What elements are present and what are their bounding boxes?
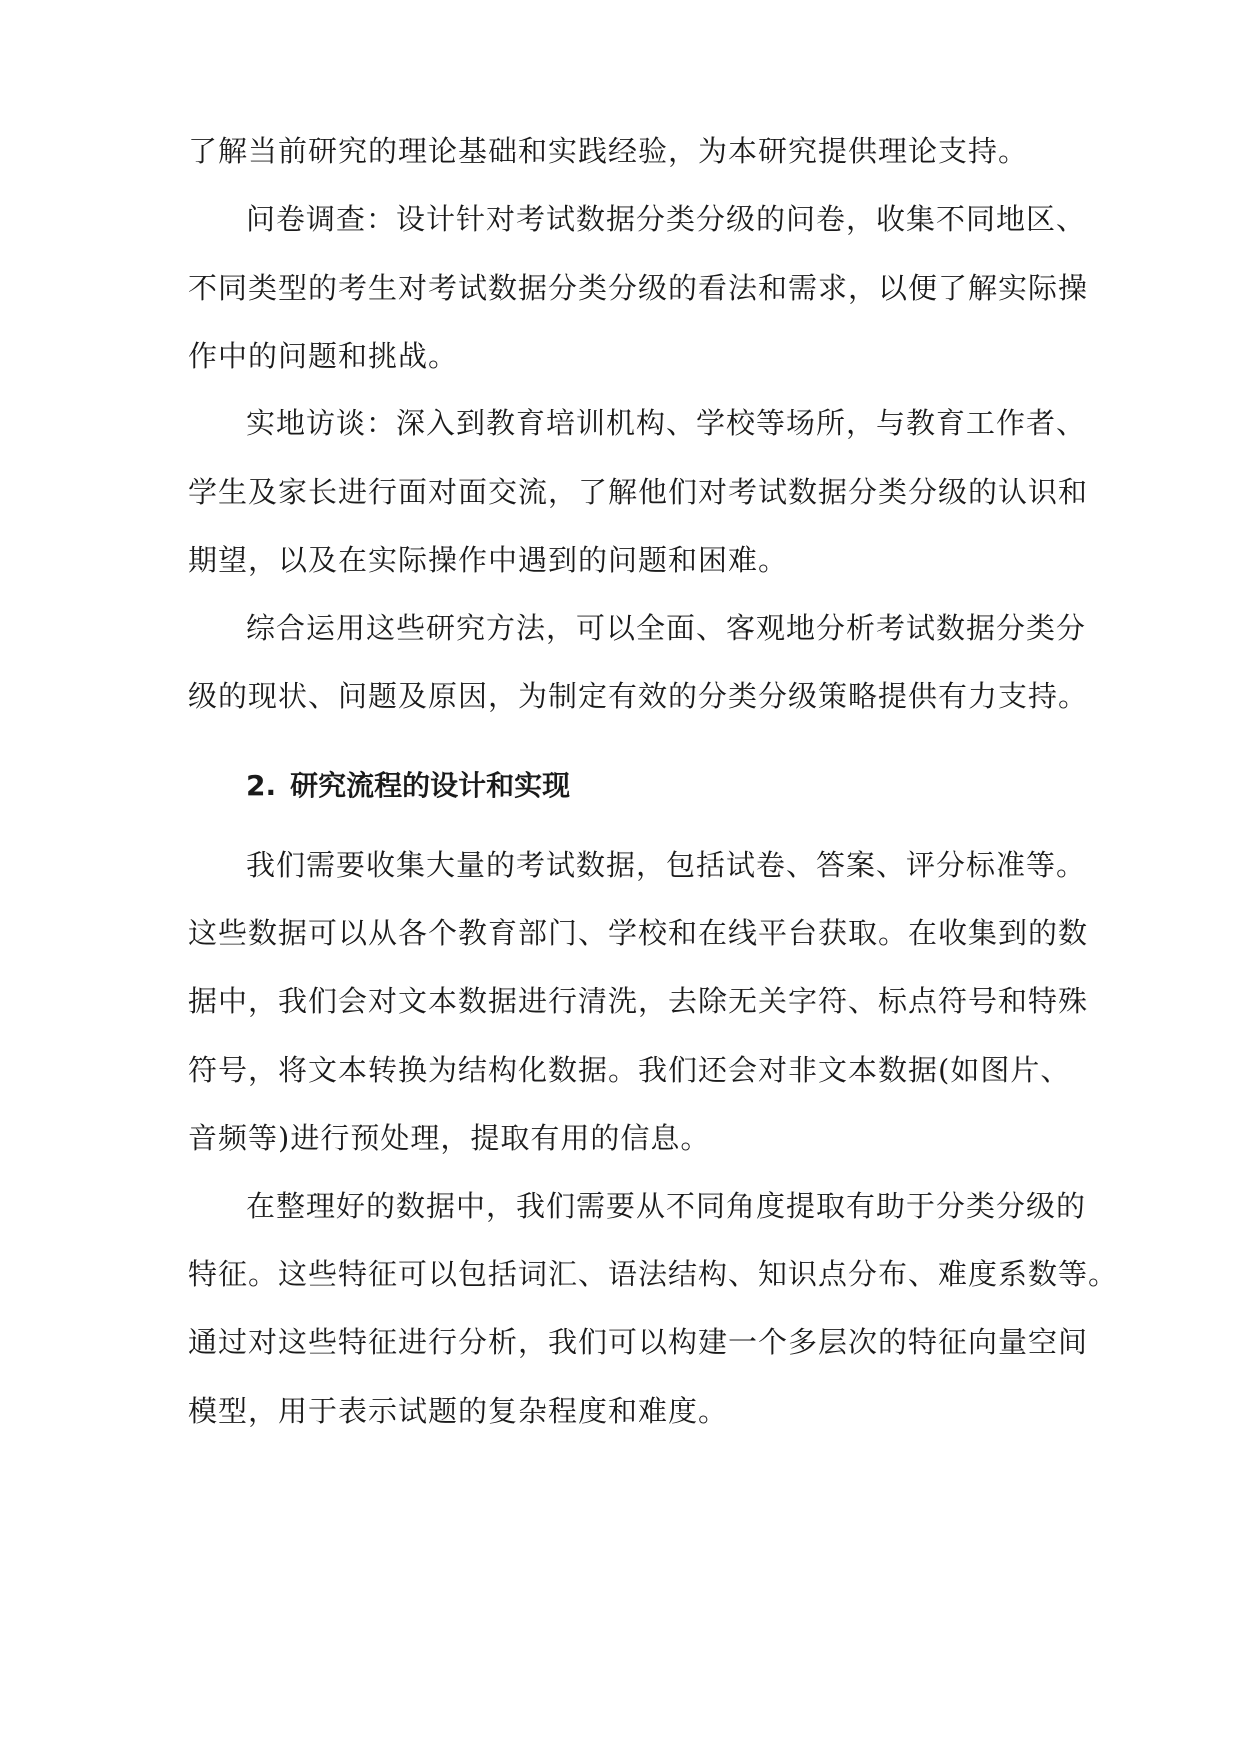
text-line: 特征。这些特征可以包括词汇、语法结构、知识点分布、难度系数等。 — [188, 1257, 1119, 1291]
section-heading — [246, 766, 570, 806]
text-line: 综合运用这些研究方法，可以全面、客观地分析考试数据分类分 — [246, 611, 1087, 645]
text-line: 级的现状、问题及原因，为制定有效的分类分级策略提供有力支持。 — [188, 679, 1089, 713]
text-line: 这些数据可以从各个教育部门、学校和在线平台获取。在收集到的数 — [188, 916, 1089, 950]
text-line: 符号，将文本转换为结构化数据。我们还会对非文本数据(如图片、 — [188, 1053, 1071, 1087]
text-line: 实地访谈：深入到教育培训机构、学校等场所，与教育工作者、 — [246, 406, 1087, 440]
section-number: 2. — [246, 769, 277, 802]
text-line: 了解当前研究的理论基础和实践经验，为本研究提供理论支持。 — [188, 134, 1029, 168]
text-line: 作中的问题和挑战。 — [188, 339, 459, 373]
text-line: 音频等)进行预处理，提取有用的信息。 — [188, 1121, 711, 1155]
section-title: 研究流程的设计和实现 — [290, 769, 571, 802]
text-line: 我们需要收集大量的考试数据，包括试卷、答案、评分标准等。 — [246, 848, 1087, 882]
text-line: 通过对这些特征进行分析，我们可以构建一个多层次的特征向量空间 — [188, 1325, 1089, 1359]
text-line: 模型，用于表示试题的复杂程度和难度。 — [188, 1394, 729, 1428]
text-line: 问卷调查：设计针对考试数据分类分级的问卷，收集不同地区、 — [246, 202, 1087, 236]
text-line: 期望，以及在实际操作中遇到的问题和困难。 — [188, 543, 789, 577]
text-line: 不同类型的考生对考试数据分类分级的看法和需求，以便了解实际操 — [188, 271, 1089, 305]
text-line: 在整理好的数据中，我们需要从不同角度提取有助于分类分级的 — [246, 1189, 1087, 1223]
text-line: 据中，我们会对文本数据进行清洗，去除无关字符、标点符号和特殊 — [188, 984, 1089, 1018]
text-line: 学生及家长进行面对面交流，了解他们对考试数据分类分级的认识和 — [188, 475, 1089, 509]
